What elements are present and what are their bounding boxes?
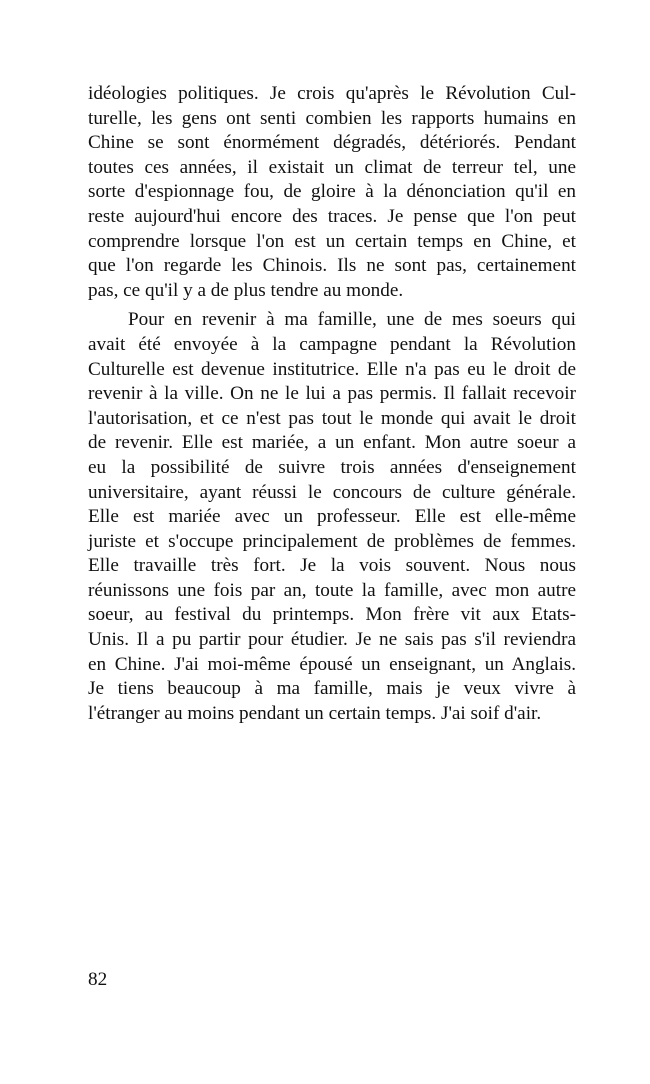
text-line: réunissons une fois par an, toute la famille, avec mon autre: [88, 579, 576, 601]
text-line: Pour en revenir à ma famille, une de mes soeurs qui: [128, 309, 576, 331]
text-line: revenir à la ville. On ne le lui a pas permis. Il fallait recevoir: [88, 383, 576, 405]
text-line: universitaire, ayant réussi le concours de culture générale.: [88, 481, 576, 503]
text-line: juriste et s'occupe principalement de problèmes de femmes.: [88, 530, 576, 552]
text-line: que l'on regarde les Chinois. Ils ne sont pas, certainement: [88, 255, 576, 277]
text-line: eu la possibilité de suivre trois années d'enseignement: [88, 456, 576, 478]
text-line: Elle travaille très fort. Je la vois souvent. Nous nous: [88, 555, 576, 577]
body-text: [88, 82, 576, 726]
text-line: l'étranger au moins pendant un certain temps. J'ai soif d'air.: [88, 702, 542, 724]
text-line: soeur, au festival du printemps. Mon frère vit aux Etats-: [88, 604, 576, 626]
text-line: l'autorisation, et ce n'est pas tout le monde qui avait le droit: [88, 407, 576, 429]
text-line: idéologies politiques. Je crois qu'après le Révolution Cul-: [88, 83, 576, 104]
text-line: Chine se sont énormément dégradés, détériorés. Pendant: [88, 132, 576, 154]
text-line: Elle est mariée avec un professeur. Elle est elle-même: [88, 506, 576, 528]
paragraph-1: [88, 82, 576, 303]
text-line: de revenir. Elle est mariée, a un enfant. Mon autre soeur a: [88, 432, 576, 454]
text-line: toutes ces années, il existait un climat de terreur tel, une: [88, 156, 576, 178]
text-line: turelle, les gens ont senti combien les rapports humains en: [88, 107, 576, 129]
text-line: en Chine. J'ai moi-même épousé un enseignant, un Anglais.: [88, 653, 576, 675]
text-line: sorte d'espionnage fou, de gloire à la dénonciation qu'il en: [88, 181, 576, 203]
text-line: Unis. Il a pu partir pour étudier. Je ne sais pas s'il reviendra: [88, 629, 576, 651]
text-line: avait été envoyée à la campagne pendant la Révolution: [88, 333, 576, 355]
text-line: pas, ce qu'il y a de plus tendre au monde.: [88, 279, 404, 301]
text-line: Culturelle est devenue institutrice. Elle n'a pas eu le droit de: [88, 358, 576, 380]
page-number: 82: [88, 969, 108, 990]
text-line: comprendre lorsque l'on est un certain temps en Chine, et: [88, 230, 576, 252]
paragraph-2: [88, 308, 576, 726]
text-line: Je tiens beaucoup à ma famille, mais je veux vivre à: [88, 678, 576, 700]
text-line: reste aujourd'hui encore des traces. Je pense que l'on peut: [88, 205, 576, 227]
